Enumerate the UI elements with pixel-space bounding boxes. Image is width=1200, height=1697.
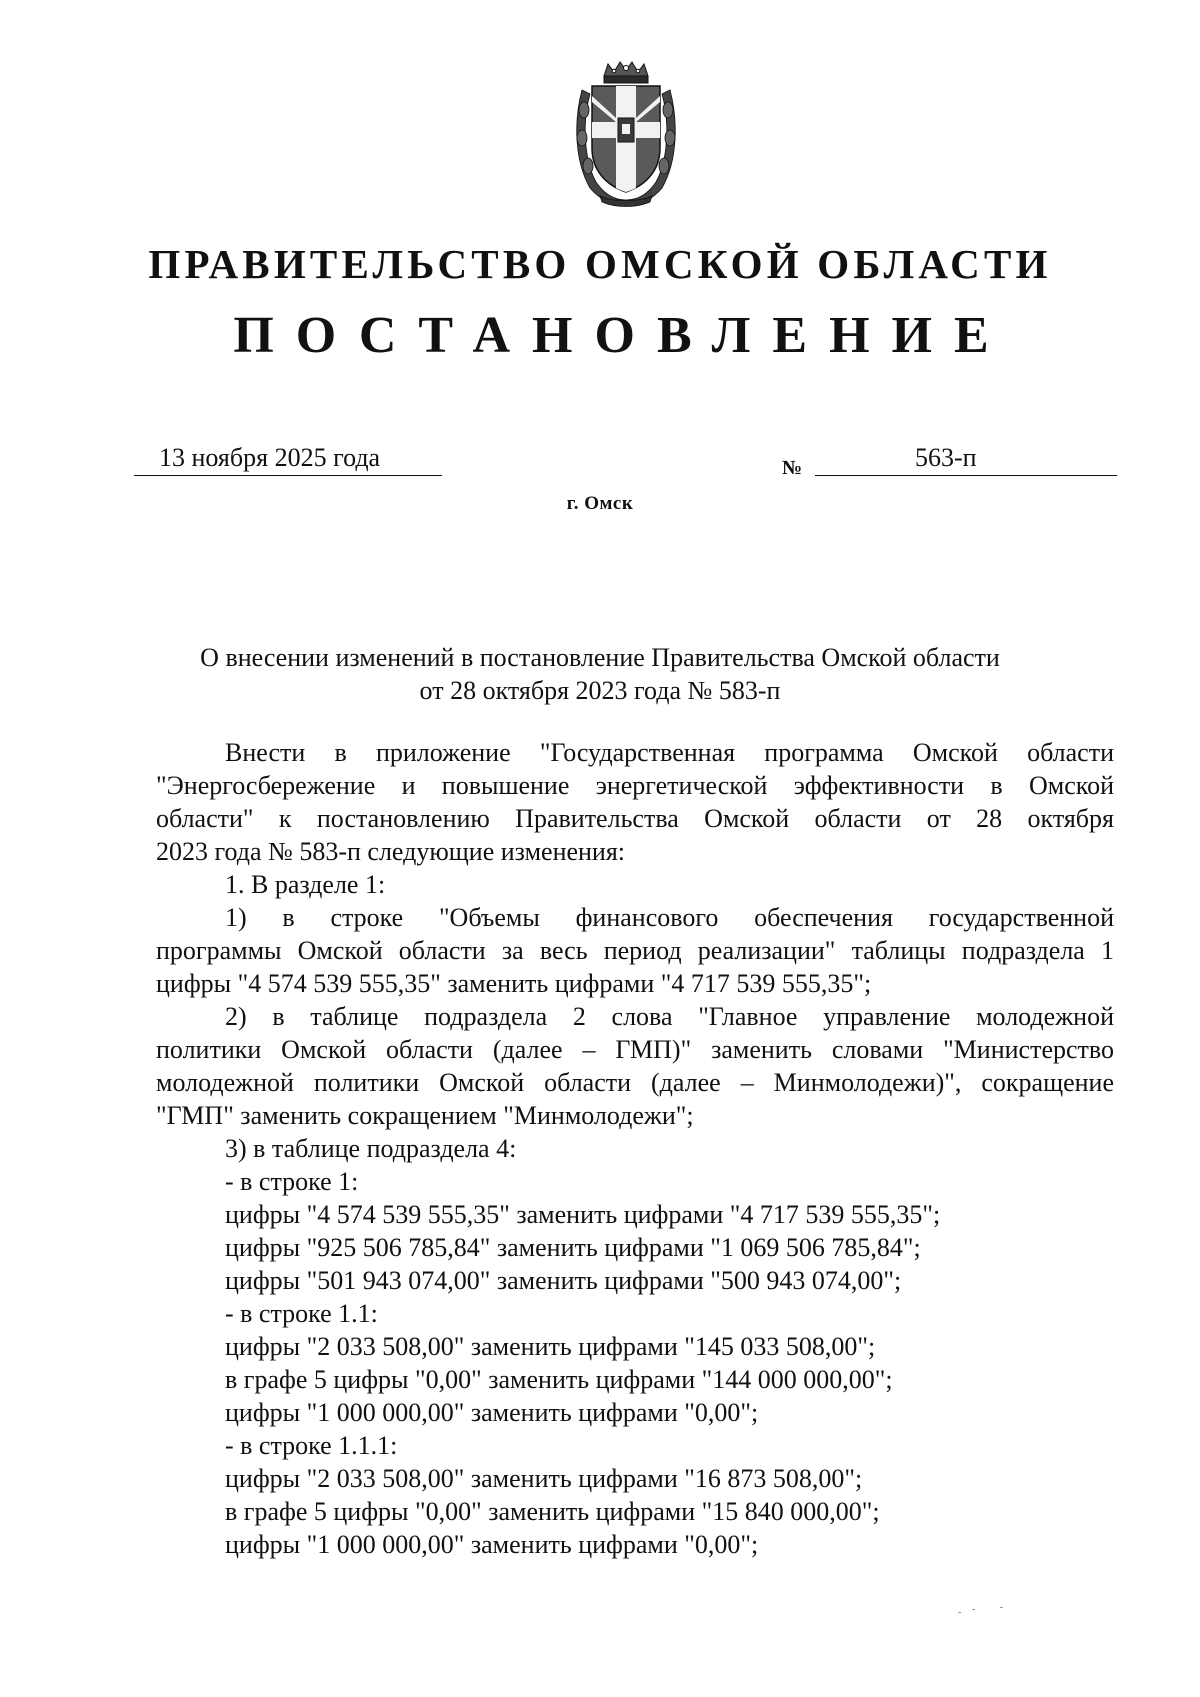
body-line: молодежной политики Омской области (далее – Минмолодежи)", сокращение — [156, 1068, 1114, 1097]
body-line: цифры "501 943 074,00" заменить цифрами "500 943 074,00"; — [225, 1266, 902, 1295]
body-line: "ГМП" заменить сокращением "Минмолодежи"; — [156, 1101, 694, 1130]
scan-speck — [958, 1612, 961, 1613]
document-type-title: ПОСТАНОВЛЕНИЕ — [233, 307, 1011, 364]
body-line: цифры "1 000 000,00" заменить цифрами "0,00"; — [225, 1398, 759, 1427]
body-line: в графе 5 цифры "0,00" заменить цифрами "144 000 000,00"; — [225, 1365, 893, 1394]
body-line: цифры "2 033 508,00" заменить цифрами "16 873 508,00"; — [225, 1464, 863, 1493]
body-line: программы Омской области за весь период реализации" таблицы подраздела 1 — [156, 936, 1114, 965]
body-line: цифры "4 574 539 555,35" заменить цифрами "4 717 539 555,35"; — [156, 969, 872, 998]
body-line: - в строке 1.1.1: — [225, 1431, 398, 1460]
subject-line: от 28 октября 2023 года № 583-п — [419, 676, 781, 705]
date-underline — [134, 475, 442, 476]
body-line: 1) в строке "Объемы финансового обеспечения государственной — [225, 903, 1114, 932]
subject-line: О внесении изменений в постановление Правительства Омской области — [200, 643, 1000, 672]
body-line: - в строке 1: — [225, 1167, 359, 1196]
body-line: Внести в приложение "Государственная программа Омской области — [225, 738, 1114, 767]
body-line: 2) в таблице подраздела 2 слова "Главное управление молодежной — [225, 1002, 1114, 1031]
city-label: г. Омск — [566, 493, 634, 514]
crown-icon — [604, 62, 648, 83]
document-date: 13 ноября 2025 года — [159, 443, 381, 472]
body-line: политики Омской области (далее – ГМП)" заменить словами "Министерство — [156, 1035, 1114, 1064]
body-line: цифры "1 000 000,00" заменить цифрами "0,00"; — [225, 1530, 759, 1559]
body-line: 1. В разделе 1: — [225, 870, 386, 899]
omsk-coat-of-arms-emblem — [570, 60, 682, 208]
body-line: цифры "925 506 785,84" заменить цифрами "1 069 506 785,84"; — [225, 1233, 921, 1262]
number-sign-label: № — [782, 457, 803, 479]
body-line: цифры "4 574 539 555,35" заменить цифрами "4 717 539 555,35"; — [225, 1200, 941, 1229]
body-line: цифры "2 033 508,00" заменить цифрами "145 033 508,00"; — [225, 1332, 876, 1361]
document-number: 563-п — [915, 443, 977, 472]
body-line: области" к постановлению Правительства Омской области от 28 октября — [156, 804, 1114, 833]
government-title: ПРАВИТЕЛЬСТВО ОМСКОЙ ОБЛАСТИ — [148, 241, 1052, 287]
body-line: 2023 года № 583-п следующие изменения: — [156, 837, 626, 866]
body-line: "Энергосбережение и повышение энергетической эффективности в Омской — [156, 771, 1114, 800]
shield-icon — [592, 86, 660, 192]
scan-speck — [1000, 1607, 1003, 1608]
body-line: - в строке 1.1: — [225, 1299, 378, 1328]
body-line: в графе 5 цифры "0,00" заменить цифрами "15 840 000,00"; — [225, 1497, 880, 1526]
number-underline — [815, 475, 1117, 476]
scan-speck — [972, 1609, 975, 1610]
body-line: 3) в таблице подраздела 4: — [225, 1134, 517, 1163]
